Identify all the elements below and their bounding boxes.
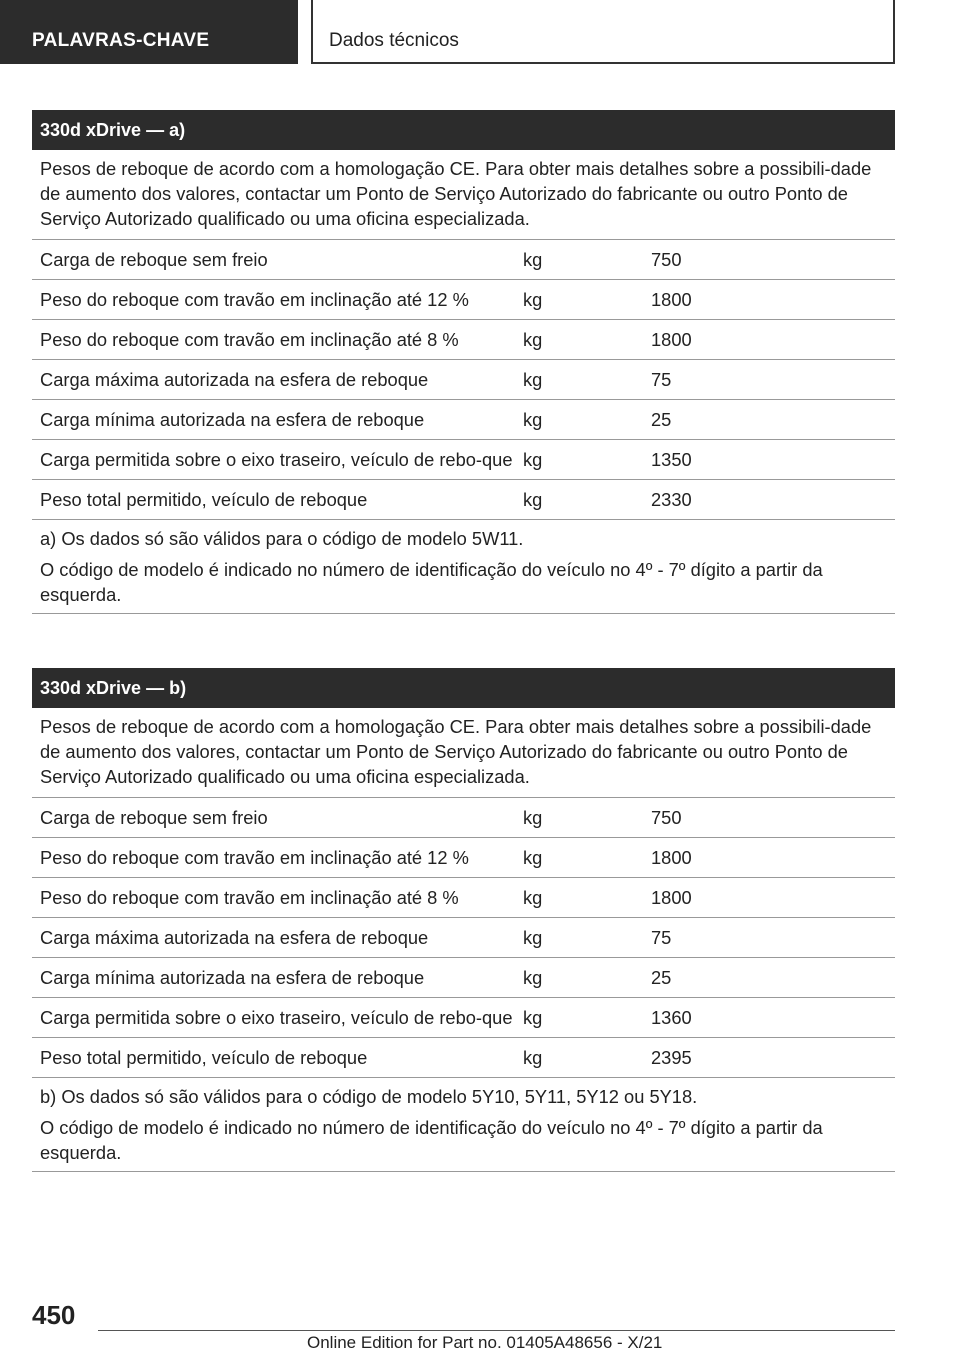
row-value: 1800 <box>651 289 692 310</box>
footnote-vin-note: O código de modelo é indicado no número de identificação do veículo no 4º - 7º dígito a partir da esquerda. <box>40 1117 823 1163</box>
table-row <box>32 838 895 878</box>
row-unit: kg <box>523 847 543 868</box>
row-value: 25 <box>651 409 672 430</box>
table-row <box>32 998 895 1038</box>
edition-text: Online Edition for Part no. 01405A48656 - X/21 <box>307 1333 663 1352</box>
row-label: Carga permitida sobre o eixo traseiro, veículo de rebo-que <box>40 449 513 470</box>
section-intro: Pesos de reboque de acordo com a homologação CE. Para obter mais detalhes sobre a possibili-dade de aumento dos valores, contactar um Ponto de Serviço Autorizado do fabricante ou outro Ponto de Serviço Autorizado qualificado ou uma oficina especializada. <box>32 708 895 798</box>
row-value: 1350 <box>651 449 692 470</box>
row-unit: kg <box>523 289 543 310</box>
table-row <box>32 958 895 998</box>
table-row <box>32 400 895 440</box>
footer-divider <box>98 1330 895 1331</box>
table-row <box>32 1038 895 1078</box>
row-value: 750 <box>651 249 682 270</box>
row-value: 1360 <box>651 1007 692 1028</box>
table-row <box>32 280 895 320</box>
footnote-model-code: b) Os dados só são válidos para o código de modelo 5Y10, 5Y11, 5Y12 ou 5Y18. <box>40 1086 698 1107</box>
row-label: Peso total permitido, veículo de reboque <box>40 1047 368 1068</box>
row-label: Carga de reboque sem freio <box>40 249 268 270</box>
row-value: 75 <box>651 927 672 948</box>
row-unit: kg <box>523 927 543 948</box>
row-unit: kg <box>523 887 543 908</box>
row-value: 1800 <box>651 887 692 908</box>
table-row <box>32 798 895 838</box>
row-label: Peso do reboque com travão em inclinação até 12 % <box>40 289 469 310</box>
table-row <box>32 918 895 958</box>
table-row <box>32 480 895 520</box>
row-value: 1800 <box>651 329 692 350</box>
row-label: Carga mínima autorizada na esfera de reboque <box>40 967 425 988</box>
table-row <box>32 240 895 280</box>
footnote-vin-note: O código de modelo é indicado no número de identificação do veículo no 4º - 7º dígito a partir da esquerda. <box>40 559 823 605</box>
keywords-tab[interactable]: PALAVRAS-CHAVE <box>0 0 298 64</box>
row-label: Carga máxima autorizada na esfera de reboque <box>40 927 429 948</box>
page-number: 450 <box>32 1300 76 1330</box>
table-row <box>32 878 895 918</box>
row-unit: kg <box>523 249 543 270</box>
row-label: Carga permitida sobre o eixo traseiro, veículo de rebo-que <box>40 1007 513 1028</box>
page-header <box>0 0 960 66</box>
row-unit: kg <box>523 449 543 470</box>
row-unit: kg <box>523 967 543 988</box>
row-unit: kg <box>523 409 543 430</box>
section-footnotes <box>32 1078 895 1172</box>
section-footnotes <box>32 520 895 614</box>
row-unit: kg <box>523 807 543 828</box>
row-value: 2395 <box>651 1047 692 1068</box>
row-label: Peso do reboque com travão em inclinação até 8 % <box>40 887 459 908</box>
spec-table-b <box>32 668 895 1172</box>
row-value: 25 <box>651 967 672 988</box>
row-unit: kg <box>523 1047 543 1068</box>
row-label: Carga mínima autorizada na esfera de reboque <box>40 409 425 430</box>
row-label: Peso do reboque com travão em inclinação até 8 % <box>40 329 459 350</box>
spec-table-a <box>32 110 895 614</box>
row-label: Carga máxima autorizada na esfera de reboque <box>40 369 429 390</box>
row-value: 1800 <box>651 847 692 868</box>
row-unit: kg <box>523 329 543 350</box>
row-unit: kg <box>523 369 543 390</box>
section-title: 330d xDrive — a) <box>32 110 895 150</box>
row-label: Carga de reboque sem freio <box>40 807 268 828</box>
row-label: Peso do reboque com travão em inclinação até 12 % <box>40 847 469 868</box>
table-row <box>32 320 895 360</box>
row-unit: kg <box>523 1007 543 1028</box>
row-value: 2330 <box>651 489 692 510</box>
section-title: 330d xDrive — b) <box>32 668 895 708</box>
row-label: Peso total permitido, veículo de reboque <box>40 489 368 510</box>
table-row <box>32 360 895 400</box>
section-tab[interactable]: Dados técnicos <box>311 0 895 64</box>
footnote-model-code: a) Os dados só são válidos para o código de modelo 5W11. <box>40 528 524 549</box>
row-unit: kg <box>523 489 543 510</box>
row-value: 75 <box>651 369 672 390</box>
table-row <box>32 440 895 480</box>
section-intro: Pesos de reboque de acordo com a homologação CE. Para obter mais detalhes sobre a possibili-dade de aumento dos valores, contactar um Ponto de Serviço Autorizado do fabricante ou outro Ponto de Serviço Autorizado qualificado ou uma oficina especializada. <box>32 150 895 240</box>
row-value: 750 <box>651 807 682 828</box>
